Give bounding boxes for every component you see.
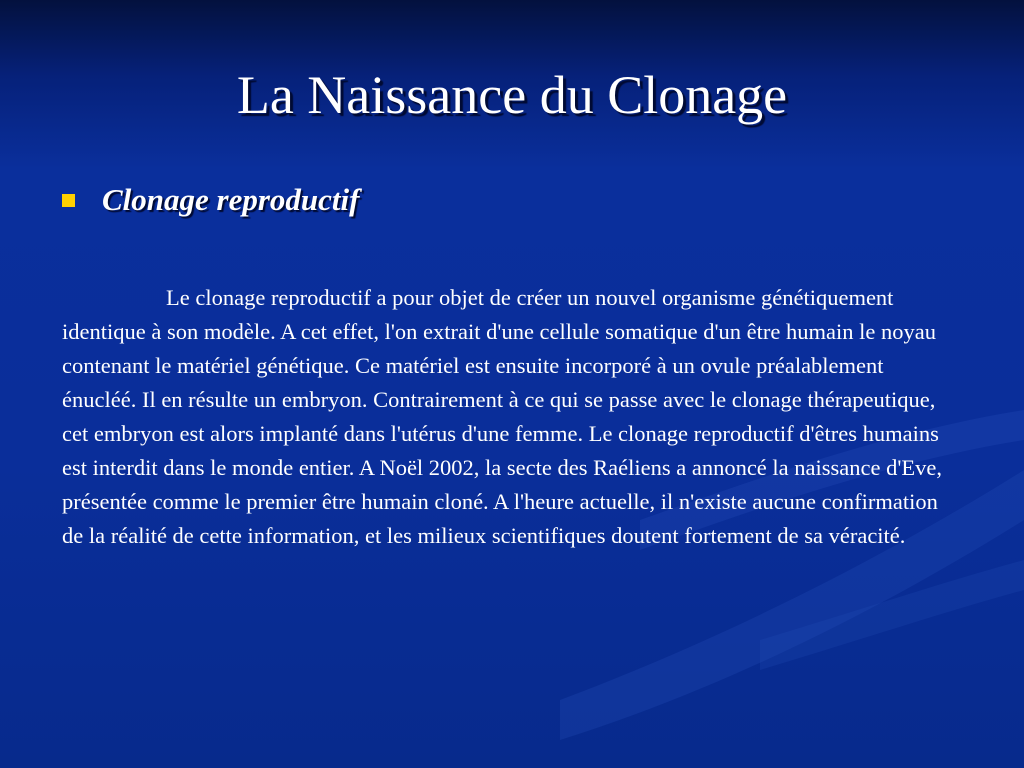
square-bullet-icon (62, 194, 75, 207)
slide-title: La Naissance du Clonage (236, 65, 788, 125)
body-paragraph: Le clonage reproductif a pour objet de créer un nouvel organisme génétiquement identique à son modèle. A cet effet, l'on extrait d'une cellule somatique d'un être humain le noyau contenant le matériel génétique. Ce matériel est ensuite incorporé à un ovule préalablement énucléé. Il en résulte un embryon. Contrairement à ce qui se passe avec le clonage thérapeutique, cet embryon est alors implanté dans l'utérus d'une femme. Le clonage reproductif d'êtres humains est interdit dans le monde entier. A Noël 2002, la secte des Raéliens a annoncé la naissance d'Eve, présentée comme le premier être humain cloné. A l'heure actuelle, il n'existe aucune confirmation de la réalité de cette information, et les milieux scientifiques doutent fortement de sa véracité. (62, 285, 943, 548)
bullet-label: Clonage reproductif (102, 182, 360, 217)
bullet-item (62, 178, 359, 222)
